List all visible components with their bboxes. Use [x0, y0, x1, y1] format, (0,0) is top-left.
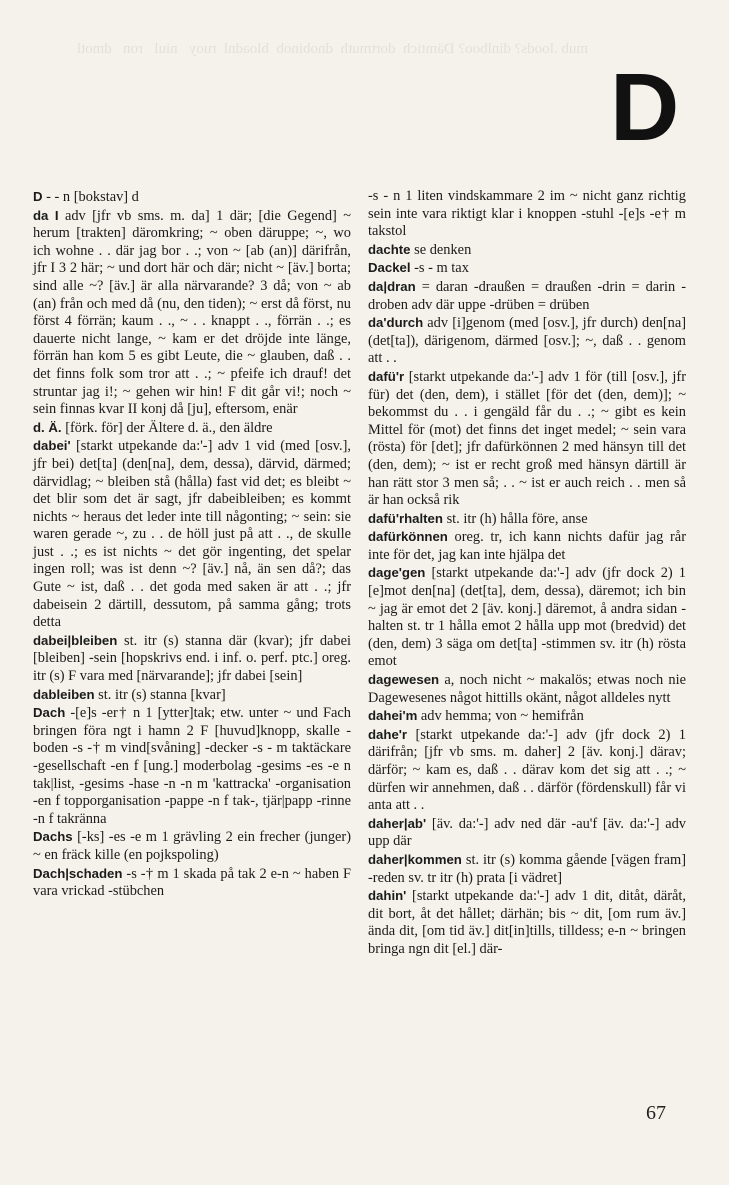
dictionary-entry	[368, 188, 686, 241]
entry-headword: Dachs	[33, 829, 73, 845]
dictionary-entry	[368, 368, 686, 510]
entry-text: -s - m tax	[414, 260, 469, 277]
entry-headword: dage'gen	[368, 565, 426, 581]
page-number: 67	[646, 1102, 666, 1124]
dictionary-entry	[368, 510, 686, 529]
entry-headword: Dach	[33, 705, 66, 721]
dictionary-entry	[33, 419, 351, 438]
dictionary-entry	[368, 259, 686, 278]
entry-text: [starkt utpekande da:'-] adv 1 vid (med [osv.], jfr bei) det[ta] (den[na], dem, dessa), därvid, därmed; därvidlag; ~ bleiben stå (hålla) fast vid det; es bleibt ~ det blir som det är sagt, jfr dabeibleiben; es kommt nichts ~ heraus det leder inte till någonting; ~ sein: sie waren gerade ~, zu . . de höll just på att . ., de skulle just . .; es ist nichts ~ det gör ingenting, det spelar ingen roll; was ist denn ~? [äv.] nå, än sen då?; das Gute ~ ist, daß . . det goda med saken är att . .; jfr dabeisein 2 därtill, dessutom, på samma gång; trots detta	[33, 438, 351, 631]
dictionary-entry	[368, 671, 686, 707]
entry-text: [starkt utpekande da:'-] adv (jfr dock 2) 1 [e]mot den[na] (det[ta], dem, dessa), däremot; ich bin ~ jag är emot det 2 [äv. konj.] däremot, å andra sidan -halten st. tr 1 hålla emot 2 hålla upp mot (bredvid) det (den, dem) 3 säga om det[ta] -stimmen sv. itr (h) rösta emot	[368, 565, 686, 670]
entry-headword: dahin'	[368, 888, 407, 904]
dictionary-entry	[33, 437, 351, 632]
entry-headword: Dackel	[368, 260, 411, 276]
entry-text: [starkt utpekande da:'-] adv (jfr dock 2) 1 därifrån; [jfr vb sms. m. daher] 2 [äv. konj.] därav; därför; ~ kam es, daß . . därav kom det sig att . .; ~ dürfen wir annehmen, daß . . därför (fördenskull) får vi anta att . .	[368, 726, 686, 814]
entry-text: st. itr (h) hålla före, anse	[446, 510, 588, 527]
dictionary-entry	[33, 704, 351, 828]
right-column	[368, 188, 686, 959]
show-through-bleed: mub .loods? dinlboo? Dämtich dortmuth dnobinob bloadnl ruoy niul ron dmotl	[76, 41, 588, 57]
entry-text: [-ks] -es -e m 1 grävling 2 ein frecher (junger) ~ en fräck kille (en pojkspoling)	[33, 829, 351, 863]
entry-headword: dachte	[368, 241, 411, 257]
dictionary-entry	[368, 528, 686, 564]
entry-text: [äv. da:'-] adv ned där -au'f [äv. da:'-] adv upp där	[368, 815, 686, 850]
entry-text: adv hemma; von ~ hemifrån	[420, 708, 584, 725]
dictionary-entry	[368, 241, 686, 260]
entry-text: [förk. för] der Ältere d. ä., den äldre	[65, 419, 273, 436]
entry-text: st. itr (s) stanna där (kvar); jfr dabei [bleiben] -sein [hopskrivs end. i inf. o. perf. ptc.] oreg. itr (s) F vara med [närvarande]; jfr dabei [sein]	[33, 632, 351, 685]
entry-headword: da'durch	[368, 315, 424, 331]
entry-text: - - n [bokstav] d	[46, 189, 139, 205]
entry-headword: D	[33, 189, 43, 204]
entry-headword: dahei'm	[368, 708, 418, 724]
entry-headword: Dach|schaden	[33, 865, 123, 881]
entry-text: st. itr (s) komma gående [vägen fram] -reden sv. tr itr (h) prata [i vädret]	[368, 851, 686, 886]
entry-headword: dafürkönnen	[368, 529, 448, 545]
entry-headword: dafü'r	[368, 368, 405, 384]
entry-headword: da|dran	[368, 278, 416, 294]
dictionary-entry	[368, 707, 686, 726]
dictionary-entry	[368, 278, 686, 314]
dictionary-entry	[33, 188, 351, 207]
dictionary-entry	[368, 726, 686, 815]
dictionary-entry	[33, 207, 351, 419]
entry-text: adv [jfr vb sms. m. da] 1 där; [die Gegend] ~ herum [trakten] däromkring; ~ oben däruppe; ~, wo ich wohne . . där jag bor . .; von ~ [ab (an)] därifrån, jfr I 3 2 här; ~ und dort här och där; nicht ~ [äv.] borta; sind alle ~? [äv.] är alla närvarande? 3 då; von ~ ab (an) från och med då (nu, den tiden); ~ erst då först, nu först 4 förrän; kaum . ., ~ . . knappt . ., förrän . .; es dauerte nicht lange, ~ kam er det dröjde inte länge, förrän han kom 5 es gibt Leute, die ~ glauben, daß . . det finns folk som tror att . .; ~ pfeife ich drauf! det struntar jag i!; ~ gehen wir hin! F dit går vi!; noch ~ sein finnas kvar II konj då [ju], eftersom, enär	[33, 207, 352, 418]
dictionary-entry	[368, 851, 686, 887]
entry-text: adv [i]genom (med [osv.], jfr durch) den[na] (det[ta]), därigenom, därmed [osv.]; ~, daß . . genom att . .	[368, 315, 686, 367]
dictionary-entry	[368, 887, 686, 958]
dictionary-entry	[33, 686, 351, 705]
entry-text: oreg. tr, ich kann nichts dafür jag rår inte för det, jag kan inte hjälpa det	[368, 529, 686, 563]
dictionary-entry	[368, 564, 686, 671]
entry-headword: dafü'rhalten	[368, 510, 443, 526]
entry-headword: dabei'	[33, 438, 71, 454]
entry-text: [starkt utpekande da:'-] adv 1 dit, ditåt, däråt, dit bort, åt det hållet; därhän; bis ~ dit, [om rum äv.] ända dit, [om tid äv.] dit[in]tills, tilldess; e-n ~ bringen bringa ngn dit [el.] där-	[368, 888, 686, 957]
entry-text: = daran -draußen = draußen -drin = darin -droben adv där uppe -drüben = drüben	[368, 278, 686, 313]
entry-text: st. itr (s) stanna [kvar]	[98, 686, 226, 703]
entry-headword: daher|ab'	[368, 815, 427, 831]
dictionary-entry	[368, 815, 686, 851]
dictionary-entry	[33, 828, 351, 864]
entry-text: se denken	[414, 241, 472, 258]
entry-headword: dahe'r	[368, 726, 408, 742]
entry-headword: dabei|bleiben	[33, 632, 118, 648]
entry-headword: dableiben	[33, 686, 95, 702]
entry-text: -s - n 1 liten vindskammare 2 im ~ nicht ganz richtig sein inte vara riktigt klar i knoppen -stuhl -[e]s -e† m takstol	[368, 188, 686, 240]
entry-text: -[e]s -er† n 1 [ytter]tak; etw. unter ~ und Fach bringen föra ngt i hamn 2 F [huvud]knopp, skalle -boden -s -† m vind[svåning] -decker -s - m taktäckare -gesellschaft -en f [ung.] moderbolag -gesims -es -e n tak|list, -gesims -hase -n -n m 'kattracka' -organisation -en f topporganisation -pappe -n f tak-, tjär|papp -rinne -n f takränna	[33, 705, 351, 827]
entry-headword: daher|kommen	[368, 851, 462, 867]
entry-text: a, noch nicht ~ makalös; etwas noch nie Dagewesenes något hittills okänt, något alldeles nytt	[368, 672, 686, 706]
dictionary-entry	[368, 314, 686, 368]
dictionary-entry	[33, 865, 351, 901]
entry-text: -s -† m 1 skada på tak 2 e-n ~ haben F vara vrickad -stübchen	[33, 865, 351, 900]
entry-headword: d. Ä.	[33, 419, 62, 435]
entry-text: [starkt utpekande da:'-] adv 1 för (till [osv.], jfr für) det (den, dem), i stället [för det (den, dem)]; ~ bekommst du . . i gengäld får du . .; ~ gibt es kein Mittel för (mot) det finns det inget medel; ~ sein vara (rösta) för [det]; jfr dafürkönnen 2 med hänsyn till det (den, dem); ~ ist er recht groß med hänsyn därtill är han rätt stor 3 men så; . . ~ ist er auch reich . . men så är han också rik	[368, 368, 686, 509]
left-column	[33, 188, 351, 901]
entry-headword: dagewesen	[368, 672, 440, 688]
entry-headword: da I	[33, 207, 59, 223]
section-letter: D	[610, 54, 680, 161]
dictionary-entry	[33, 632, 351, 686]
